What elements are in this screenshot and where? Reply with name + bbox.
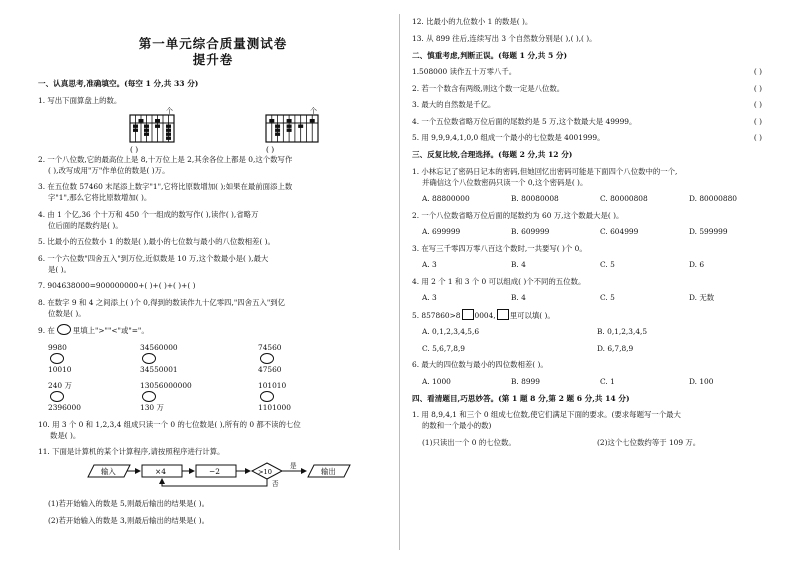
right-column [412, 16, 768, 448]
question-8-line2: 位数是( )。 [48, 308, 86, 318]
abacus-bead [166, 132, 171, 135]
option-d[interactable]: D. 80000880 [689, 194, 737, 203]
option-a[interactable]: A. 3 [422, 260, 437, 269]
section-3-heading: 三、反复比较,合理选择。(每题 2 分,共 12 分) [412, 150, 573, 159]
abacus-bead [166, 136, 171, 139]
compare-item-5: 13056000000 130 万 [140, 381, 192, 412]
question-1: 1. 写出下面算盘上的数。 [38, 95, 122, 105]
compare-item-6: 101010 1101000 [258, 381, 291, 412]
question-7: 7. 904638000=900000000+( )+( )+( )+( ) [38, 281, 196, 290]
option-a[interactable]: A. 88800000 [422, 194, 470, 203]
abacus-bead [275, 124, 280, 127]
question-10-line2: 数是( )。 [50, 430, 81, 440]
judge-1: 1.508000 读作五十万零八千。 ( ) [412, 66, 768, 77]
question-9 [38, 324, 388, 336]
judge-answer[interactable]: ( ) [753, 116, 762, 126]
choice-3-options [412, 259, 768, 270]
abacus-svg [38, 106, 388, 154]
problem-1-part1: (1)只读出一个 0 的七位数。 [422, 437, 516, 447]
choice-2-options [412, 226, 768, 237]
abacus-bead [166, 124, 171, 127]
judge-answer[interactable]: ( ) [753, 67, 762, 76]
choice-6: 6. 最大的四位数与最小的四位数相差( )。 [412, 360, 548, 369]
svg-text:输入: 输入 [101, 467, 116, 476]
question-11-part1: (1)若开始输入的数是 5,则最后输出的结果是( )。 [48, 499, 210, 508]
svg-text:×4: ×4 [155, 467, 166, 476]
abacus-1-answer: ( ) [130, 144, 139, 154]
question-6-line2: 是( )。 [48, 264, 71, 274]
judge-answer[interactable]: ( ) [753, 133, 762, 142]
question-12: 12. 比最小的九位数小 1 的数是( )。 [412, 17, 533, 26]
option-c[interactable]: C. 80000808 [600, 194, 648, 203]
svg-text:>10: >10 [258, 468, 272, 476]
problem-1-line1: 1. 用 8,9,4,1 和三个 0 组成七位数,使它们满足下面的要求。(要求每题写一个最大 [412, 410, 681, 419]
option-b[interactable]: B. 0,1,2,3,4,5 [597, 327, 648, 336]
judge-4: 4. 一个五位数省略万位后面的尾数约是 5 万,这个数最大是 49999。 ( ) [412, 116, 768, 127]
question-13: 13. 从 899 往后,连续写出 3 个自然数分别是( ),( ),( )。 [412, 33, 597, 43]
flow-condition [252, 463, 282, 479]
question-3-line1: 3. 在五位数 57460 末尾添上数字"1",它将比原数增加( );如果在最前面添上数 [38, 182, 293, 191]
flow-output [308, 465, 350, 477]
abacus-bead [310, 119, 315, 122]
abacus-bead [144, 124, 149, 127]
option-c[interactable]: C. 604999 [600, 227, 639, 236]
judge-5: 5. 用 9,9,9,4,1,0,0 组成一个最小的七位数是 4001999。 ( ) [412, 132, 768, 143]
option-c[interactable]: C. 5 [600, 260, 615, 269]
compare-circle[interactable] [260, 353, 274, 364]
question-5: 5. 比最小的五位数小 1 的数是( ),最小的七位数与最小的八位数相差( )。 [38, 237, 275, 246]
option-b[interactable]: B. 609999 [511, 227, 550, 236]
option-a[interactable]: A. 0,1,2,3,4,5,6 [422, 327, 480, 336]
abacus-1-unit-mark: 个 [166, 106, 173, 115]
abacus-2 [266, 106, 318, 142]
abacus-bead [275, 132, 280, 135]
compare-circle[interactable] [142, 391, 156, 402]
judge-answer[interactable]: ( ) [753, 83, 762, 93]
flow-multiply [142, 465, 182, 477]
compare-item-1: 9980 10010 [48, 342, 72, 374]
section-4-heading: 四、看清题目,巧思妙答。(第 1 题 8 分,第 2 题 6 分,共 14 分) [412, 393, 630, 403]
abacus-bead [269, 119, 274, 122]
option-a[interactable]: A. 699999 [422, 227, 461, 236]
judge-answer[interactable]: ( ) [753, 100, 762, 109]
compare-circle[interactable] [50, 391, 64, 402]
option-b[interactable]: B. 8999 [511, 376, 540, 386]
question-11: 11. 下面是计算机的某个计算程序,请按照程序进行计算。 [38, 447, 225, 456]
choice-1-line2: 并确信这个八位数密码只读一个 0,这个密码是( )。 [422, 177, 588, 187]
question-10-line1: 10. 用 3 个 0 和 1,2,3,4 组成只读一个 0 的七位数是( ),所有的 0 都不读的七位 [38, 419, 301, 429]
choice-5: 5. 857860>8 0004, 里可以填( )。 [412, 310, 555, 320]
flowchart [38, 461, 388, 491]
blank-square [497, 309, 509, 320]
judge-2: 2. 若一个数含有两级,则这个数一定是八位数。 ( ) [412, 83, 768, 94]
abacus-bead [139, 119, 144, 122]
compare-row-2 [38, 380, 388, 413]
option-c[interactable]: C. 5,6,7,8,9 [422, 343, 465, 353]
problem-1-part2: (2)这个七位数约等于 109 万。 [597, 437, 701, 447]
compare-item-2: 34560000 34550001 [140, 342, 178, 374]
abacus-bead [155, 119, 160, 122]
column-divider [399, 14, 400, 550]
flow-no-label: 否 [272, 480, 279, 488]
choice-4-options [412, 292, 768, 303]
question-11-part2: (2)若开始输入的数是 3,则最后输出的结果是( )。 [48, 515, 210, 525]
section-1-heading: 一、认真思考,准确填空。(每空 1 分,共 33 分) [38, 79, 199, 88]
abacus-bead [275, 128, 280, 131]
question-9-pre: 9. 在 [38, 326, 55, 335]
flow-input [88, 465, 130, 477]
abacus-bead [287, 128, 292, 131]
abacus-figures [38, 106, 388, 154]
abacus-bead [287, 124, 292, 127]
option-d[interactable]: D. 6 [689, 260, 705, 269]
problem-1-line2: 的数和一个最小的数) [422, 421, 492, 430]
choice-5-options-row1 [412, 326, 768, 337]
choice-1-line1: 1. 小林忘记了密码日记本的密码,但她回忆出密码可能是下面四个八位数中的一个, [412, 166, 678, 176]
abacus-bead [166, 128, 171, 131]
choice-2: 2. 一个八位数省略万位后面的尾数约为 60 万,这个数最大是( )。 [412, 210, 624, 220]
svg-text:−2: −2 [209, 467, 220, 476]
abacus-1 [130, 106, 174, 142]
abacus-bead [144, 128, 149, 131]
compare-circle[interactable] [50, 353, 64, 364]
page-title: 第一单元综合质量测试卷 [138, 36, 288, 51]
option-d[interactable]: D. 6,7,8,9 [597, 343, 634, 353]
choice-6-options [412, 376, 768, 387]
question-4-line1: 4. 由 1 个亿,36 个十万和 450 个一组成的数写作( ),读作( ),省略万 [38, 209, 259, 219]
choice-5-options-row2 [412, 343, 768, 354]
question-8-line1: 8. 在数字 9 和 4 之间添上( )个 0,得到的数读作九十亿零四,"四舍五入"到亿 [38, 297, 286, 307]
blank-square[interactable] [462, 309, 474, 320]
option-b[interactable]: B. 4 [511, 260, 526, 269]
compare-item-4: 240 万 2396000 [48, 381, 81, 412]
choice-1-options [412, 193, 768, 204]
choice-3: 3. 在写三千零四万零八百这个数时,一共要写( )个 0。 [412, 243, 587, 253]
question-6-line1: 6. 一个六位数"四舍五入"到万位,近似数是 10 万,这个数最小是( ),最大 [38, 253, 269, 263]
option-b[interactable]: B. 4 [511, 293, 526, 302]
flow-subtract [196, 465, 236, 477]
abacus-bead [298, 124, 303, 127]
question-3-line2: 字"1",那么它将比原数增加( )。 [48, 193, 152, 202]
problem-1-parts [412, 437, 768, 448]
compare-circle [57, 324, 71, 335]
compare-item-3: 74560 47560 [258, 342, 282, 374]
section-2-heading: 二、慎重考虑,判断正误。(每题 1 分,共 5 分) [412, 50, 568, 60]
flowchart-svg [38, 461, 388, 491]
option-d[interactable]: D. 100 [689, 376, 714, 386]
option-c[interactable]: C. 1 [600, 376, 615, 386]
question-9-post: 里填上">""<"或"="。 [72, 326, 149, 335]
question-2-line2: ( ),改写成用"万"作单位的数是( )万。 [48, 165, 170, 175]
option-d[interactable]: D. 599999 [689, 227, 728, 236]
option-d[interactable]: D. 无数 [689, 293, 715, 302]
left-column [38, 20, 388, 526]
choice-4: 4. 用 2 个 1 和 3 个 0 可以组成( )个不同的五位数。 [412, 276, 586, 286]
abacus-bead [287, 119, 292, 122]
option-a[interactable]: A. 1000 [422, 376, 451, 386]
abacus-2-unit-mark: 个 [310, 106, 317, 115]
flow-yes-label: 是 [290, 462, 297, 470]
compare-circle[interactable] [142, 353, 156, 364]
option-a[interactable]: A. 3 [422, 293, 437, 302]
option-b[interactable]: B. 80080008 [511, 194, 559, 203]
question-2-line1: 2. 一个八位数,它的最高位上是 8,十万位上是 2,其余各位上都是 0,这个数写作 [38, 154, 293, 164]
abacus-bead [144, 132, 149, 135]
abacus-bead [133, 124, 138, 127]
abacus-bead [133, 128, 138, 131]
svg-text:输出: 输出 [321, 467, 336, 476]
option-c[interactable]: C. 5 [600, 293, 615, 302]
compare-row-1 [38, 342, 388, 375]
judge-3: 3. 最大的自然数是千亿。 ( ) [412, 99, 768, 110]
compare-circle[interactable] [260, 391, 274, 402]
abacus-2-answer: ( ) [266, 144, 275, 154]
question-4-line2: 位后面的尾数约是( )。 [48, 220, 123, 230]
abacus-bead [155, 124, 160, 127]
page-subtitle: 提升卷 [192, 52, 234, 67]
